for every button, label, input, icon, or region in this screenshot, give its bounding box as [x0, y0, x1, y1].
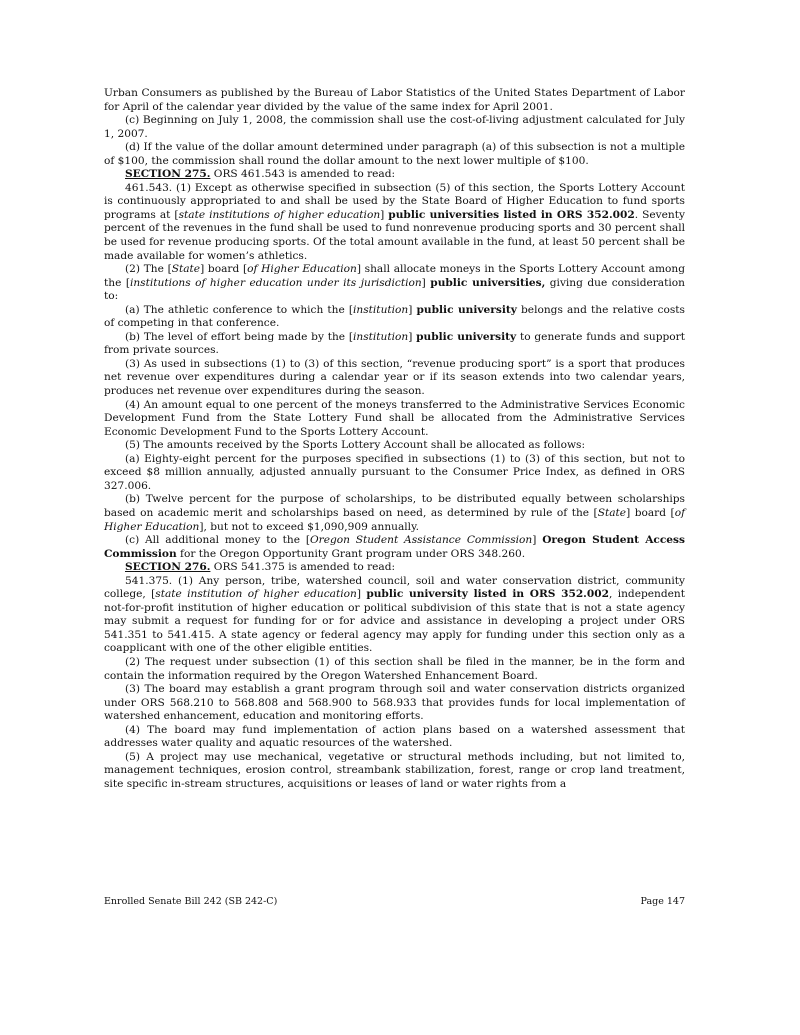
document-body — [104, 87, 685, 791]
text-run: (5) The amounts received by the Sports Lottery Account shall be allocated as follows: — [125, 439, 586, 452]
text-run: (2) The request under subsection (1) of this section shall be filed in the manner, be in the form and contain the information required by the Oregon Watershed Enhancement Board. — [104, 655, 685, 682]
text-run: ] board [ — [200, 263, 248, 276]
text-run: ] — [380, 208, 389, 221]
text-run: (b) Twelve percent for the purpose of scholarships, to be distributed equally between scholarships based on academic merit and scholarships based on need, as determined by rule of the [ — [104, 493, 685, 519]
paragraph — [104, 304, 685, 331]
text-run: to generate funds and support from private sources. — [104, 330, 685, 357]
text-run: 461.543. (1) Except as otherwise specified in subsection (5) of this section, the Sports Lottery Account is continuously appropriated to and shall be used by the State Board of Higher Education to fund sports programs at [ — [104, 181, 685, 221]
paragraph — [104, 263, 685, 304]
paragraph — [104, 656, 685, 683]
deleted-text-italic: State — [597, 506, 627, 519]
text-run: (4) The board may fund implementation of action plans based on a watershed assessment that addresses water quality and aquatic resources of the watershed. — [104, 723, 685, 750]
paragraph — [104, 751, 685, 792]
text-run: ] — [408, 330, 417, 343]
text-run: belongs and the relative costs of competing in that conference. — [104, 303, 685, 330]
text-run: (c) Beginning on July 1, 2008, the commission shall use the cost-of-living adjustment calculated for July 1, 2007. — [104, 114, 685, 140]
paragraph — [104, 561, 685, 575]
deleted-text-italic: institution — [353, 303, 409, 316]
text-run: (4) An amount equal to one percent of the moneys transferred to the Administrative Services Economic Development Fund from the State Lottery Fund shall be allocated from the Administrative Services Economic Development Fund to the Sports Lottery Account. — [104, 398, 685, 438]
paragraph — [104, 453, 685, 494]
text-run: ORS 541.375 is amended to read: — [210, 561, 396, 574]
footer-bill-id: Enrolled Senate Bill 242 (SB 242-C) — [104, 896, 278, 907]
text-run: ] — [421, 276, 431, 289]
text-run: ] — [532, 534, 543, 547]
paragraph — [104, 439, 685, 453]
amended-text-bold: public universities, — [430, 276, 546, 289]
deleted-text-italic: Oregon Student Assistance Commission — [309, 534, 533, 547]
page-footer — [104, 896, 685, 907]
deleted-text-italic: State — [171, 263, 201, 276]
text-run: ] shall allocate moneys in the Sports Lottery Account among the [ — [104, 263, 685, 289]
paragraph — [104, 168, 685, 182]
section-heading: SECTION 276. — [125, 561, 211, 574]
text-run: , independent not-for-profit institution of higher education or political subdivision of this state that is not a state agency may submit a request for funding for or for advice and assistance in developing a project under ORS 541.351 to 541.415. A state agency or federal agency may apply for funding under this section only as a coapplicant with one of the other eligible entities. — [104, 588, 685, 655]
paragraph — [104, 683, 685, 724]
amended-text-bold: public universities listed in ORS 352.002 — [388, 208, 635, 221]
text-run: (5) A project may use mechanical, vegetative or structural methods including, but not limited to, management techniques, erosion control, streambank stabilization, forest, range or crop land treatment, site specific in-stream structures, acquisitions or leases of land or water rights from a — [104, 750, 685, 790]
paragraph — [104, 534, 685, 561]
text-run: ] — [356, 588, 367, 601]
text-run: (3) The board may establish a grant program through soil and water conservation districts organized under ORS 568.210 to 568.808 and 568.900 to 568.933 that provides funds for local implementation of watershed enhancement, education and monitoring efforts. — [104, 683, 685, 723]
paragraph — [104, 87, 685, 114]
text-run: ORS 461.543 is amended to read: — [210, 168, 396, 181]
paragraph — [104, 358, 685, 399]
paragraph — [104, 493, 685, 534]
text-run: ] — [408, 303, 417, 316]
footer-page-number: Page 147 — [640, 896, 685, 907]
amended-text-bold: public university — [416, 303, 517, 316]
text-run: (3) As used in subsections (1) to (3) of this section, “revenue producing sport” is a sport that produces net revenue over expenditures during a calendar year or if its season extends into two calendar years, produces net revenue over expenditures during the season. — [104, 357, 685, 398]
text-run: . Seventy percent of the revenues in the fund shall be used to fund nonrevenue producing sports and 30 percent shall be used for revenue producing sports. Of the total amount available in the fund, at least 50 percent shall be made available for women’s athletics. — [104, 208, 685, 262]
paragraph — [104, 114, 685, 141]
section-heading: SECTION 275. — [125, 168, 211, 181]
text-run: (b) The level of effort being made by the [ — [125, 330, 353, 343]
amended-text-bold: public university — [416, 330, 517, 343]
text-run: ] board [ — [626, 506, 675, 519]
paragraph — [104, 141, 685, 168]
deleted-text-italic: state institutions of higher education — [178, 208, 381, 221]
text-run: (d) If the value of the dollar amount determined under paragraph (a) of this subsection is not a multiple of $100, the commission shall round the dollar amount to the next lower multiple of $100. — [104, 141, 685, 167]
text-run: for the Oregon Opportunity Grant program under ORS 348.260. — [176, 547, 526, 560]
text-run: (2) The [ — [125, 263, 172, 276]
deleted-text-italic: of Higher Education — [104, 506, 685, 533]
text-run: (a) The athletic conference to which the [ — [125, 303, 354, 316]
deleted-text-italic: institutions of higher education under its jurisdiction — [129, 276, 422, 289]
text-run: ], but not to exceed $1,090,909 annually. — [199, 520, 420, 533]
deleted-text-italic: institution — [352, 330, 409, 343]
deleted-text-italic: of Higher Education — [247, 263, 357, 276]
deleted-text-italic: state institution of higher education — [155, 588, 357, 601]
amended-text-bold: public university listed in ORS 352.002 — [366, 588, 609, 601]
text-run: (c) All additional money to the [ — [125, 534, 310, 547]
paragraph — [104, 575, 685, 656]
text-run: 541.375. (1) Any person, tribe, watershed council, soil and water conservation district, community college, [ — [104, 574, 685, 601]
paragraph — [104, 182, 685, 263]
paragraph — [104, 331, 685, 358]
text-run: Urban Consumers as published by the Bureau of Labor Statistics of the United States Department of Labor for April of the calendar year divided by the value of the same index for April 2001. — [104, 87, 685, 113]
paragraph — [104, 399, 685, 440]
amended-text-bold: Oregon Student Access Commission — [104, 534, 685, 560]
text-run: (a) Eighty-eight percent for the purposes specified in subsections (1) to (3) of this section, but not to exceed $8 million annually, adjusted annually pursuant to the Consumer Price Index, as defined in ORS 327.006. — [104, 452, 685, 492]
text-run: giving due consideration to: — [104, 276, 685, 303]
paragraph — [104, 724, 685, 751]
